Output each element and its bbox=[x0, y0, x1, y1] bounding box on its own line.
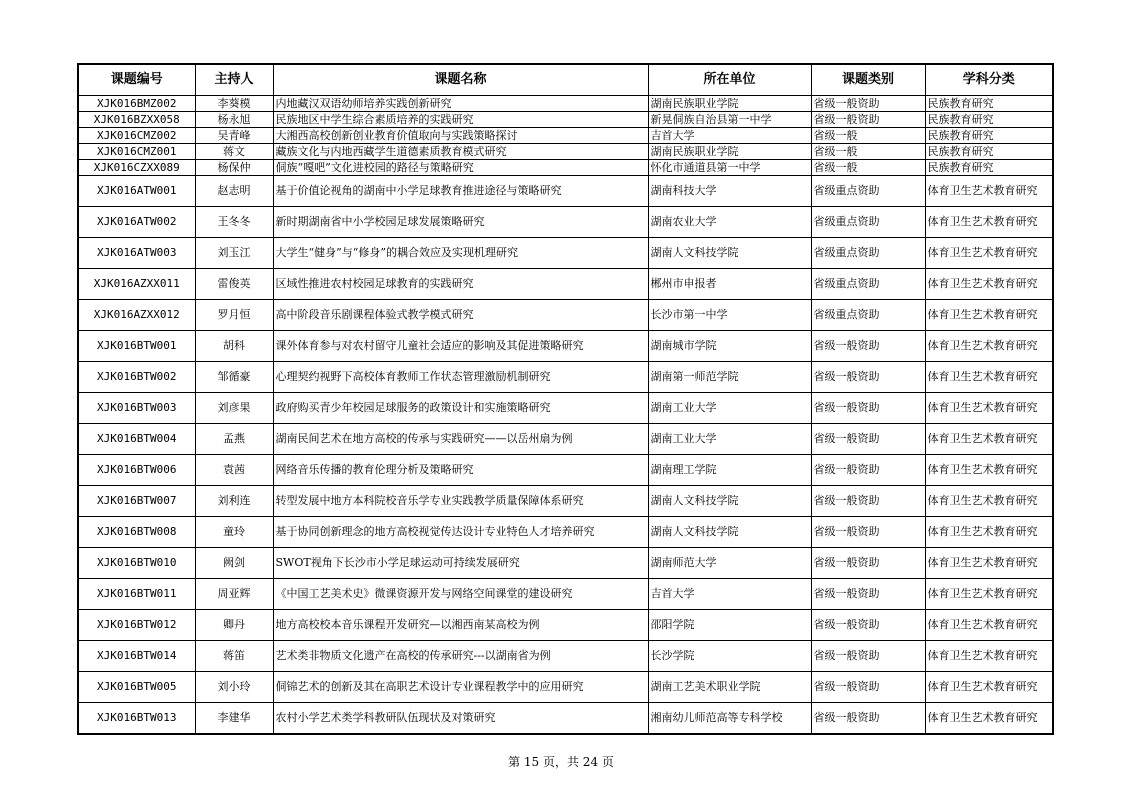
table-row bbox=[78, 393, 1053, 424]
category-cell: 省级一般资助 bbox=[811, 393, 925, 424]
host-cell: 雷俊英 bbox=[195, 269, 273, 300]
unit-cell: 湖南民族职业学院 bbox=[648, 144, 811, 160]
host-cell: 孟燕 bbox=[195, 424, 273, 455]
unit-cell: 长沙市第一中学 bbox=[648, 300, 811, 331]
table-row bbox=[78, 160, 1053, 176]
host-cell: 卿丹 bbox=[195, 610, 273, 641]
discipline-cell: 体育卫生艺术教育研究 bbox=[925, 672, 1053, 703]
table-row bbox=[78, 144, 1053, 160]
discipline-cell: 民族教育研究 bbox=[925, 112, 1053, 128]
discipline-cell: 体育卫生艺术教育研究 bbox=[925, 455, 1053, 486]
project-code-cell: XJK016AZXX011 bbox=[78, 269, 195, 300]
project-code-cell: XJK016CZXX089 bbox=[78, 160, 195, 176]
table-row bbox=[78, 486, 1053, 517]
table-row bbox=[78, 424, 1053, 455]
category-cell: 省级重点资助 bbox=[811, 300, 925, 331]
category-cell: 省级重点资助 bbox=[811, 176, 925, 207]
project-code-cell: XJK016BZXX058 bbox=[78, 112, 195, 128]
discipline-cell: 体育卫生艺术教育研究 bbox=[925, 176, 1053, 207]
unit-cell: 吉首大学 bbox=[648, 128, 811, 144]
project-code-cell: XJK016BTW006 bbox=[78, 455, 195, 486]
project-name-cell: 侗锦艺术的创新及其在高职艺术设计专业课程教学中的应用研究 bbox=[273, 672, 648, 703]
project-code-cell: XJK016CMZ002 bbox=[78, 128, 195, 144]
project-name-cell: 基于协同创新理念的地方高校视觉传达设计专业特色人才培养研究 bbox=[273, 517, 648, 548]
table-row bbox=[78, 331, 1053, 362]
table-row bbox=[78, 269, 1053, 300]
discipline-cell: 体育卫生艺术教育研究 bbox=[925, 362, 1053, 393]
host-cell: 王冬冬 bbox=[195, 207, 273, 238]
discipline-cell: 体育卫生艺术教育研究 bbox=[925, 517, 1053, 548]
unit-cell: 湖南工艺美术职业学院 bbox=[648, 672, 811, 703]
table-row bbox=[78, 362, 1053, 393]
discipline-cell: 民族教育研究 bbox=[925, 144, 1053, 160]
project-name-cell: 侗族“嘎吧”文化进校园的路径与策略研究 bbox=[273, 160, 648, 176]
discipline-cell: 体育卫生艺术教育研究 bbox=[925, 641, 1053, 672]
host-cell: 袁茜 bbox=[195, 455, 273, 486]
discipline-cell: 体育卫生艺术教育研究 bbox=[925, 486, 1053, 517]
project-code-cell: XJK016BMZ002 bbox=[78, 96, 195, 112]
category-cell: 省级重点资助 bbox=[811, 238, 925, 269]
category-cell: 省级一般资助 bbox=[811, 579, 925, 610]
unit-cell: 新晃侗族自治县第一中学 bbox=[648, 112, 811, 128]
table-row bbox=[78, 176, 1053, 207]
project-name-cell: SWOT视角下长沙市小学足球运动可持续发展研究 bbox=[273, 548, 648, 579]
project-code-cell: XJK016BTW004 bbox=[78, 424, 195, 455]
unit-cell: 湖南第一师范学院 bbox=[648, 362, 811, 393]
category-cell: 省级一般资助 bbox=[811, 424, 925, 455]
host-cell: 罗月恒 bbox=[195, 300, 273, 331]
project-name-cell: 网络音乐传播的教育伦理分析及策略研究 bbox=[273, 455, 648, 486]
project-name-cell: 民族地区中学生综合素质培养的实践研究 bbox=[273, 112, 648, 128]
category-cell: 省级一般资助 bbox=[811, 455, 925, 486]
host-cell: 李葵模 bbox=[195, 96, 273, 112]
table-row bbox=[78, 455, 1053, 486]
host-cell: 童玲 bbox=[195, 517, 273, 548]
project-code-cell: XJK016BTW005 bbox=[78, 672, 195, 703]
project-code-cell: XJK016BTW011 bbox=[78, 579, 195, 610]
unit-cell: 湘南幼儿师范高等专科学校 bbox=[648, 703, 811, 735]
host-cell: 刘利连 bbox=[195, 486, 273, 517]
discipline-cell: 体育卫生艺术教育研究 bbox=[925, 548, 1053, 579]
header-project-code: 课题编号 bbox=[78, 64, 195, 96]
table-row bbox=[78, 300, 1053, 331]
discipline-cell: 体育卫生艺术教育研究 bbox=[925, 393, 1053, 424]
table-row bbox=[78, 112, 1053, 128]
host-cell: 李建华 bbox=[195, 703, 273, 735]
category-cell: 省级一般资助 bbox=[811, 331, 925, 362]
unit-cell: 长沙学院 bbox=[648, 641, 811, 672]
category-cell: 省级重点资助 bbox=[811, 269, 925, 300]
project-name-cell: 新时期湖南省中小学校园足球发展策略研究 bbox=[273, 207, 648, 238]
category-cell: 省级一般资助 bbox=[811, 517, 925, 548]
table-row bbox=[78, 672, 1053, 703]
category-cell: 省级一般 bbox=[811, 144, 925, 160]
project-name-cell: 地方高校校本音乐课程开发研究—以湘西南某高校为例 bbox=[273, 610, 648, 641]
discipline-cell: 体育卫生艺术教育研究 bbox=[925, 331, 1053, 362]
project-name-cell: 课外体育参与对农村留守儿童社会适应的影响及其促进策略研究 bbox=[273, 331, 648, 362]
unit-cell: 湖南民族职业学院 bbox=[648, 96, 811, 112]
discipline-cell: 体育卫生艺术教育研究 bbox=[925, 207, 1053, 238]
table-row bbox=[78, 579, 1053, 610]
unit-cell: 湖南科技大学 bbox=[648, 176, 811, 207]
host-cell: 刘彦果 bbox=[195, 393, 273, 424]
host-cell: 周亚辉 bbox=[195, 579, 273, 610]
project-code-cell: XJK016BTW001 bbox=[78, 331, 195, 362]
page-footer: 第 15 页，共 24 页 bbox=[508, 755, 614, 769]
header-host: 主持人 bbox=[195, 64, 273, 96]
project-name-cell: 高中阶段音乐剧课程体验式教学模式研究 bbox=[273, 300, 648, 331]
project-name-cell: 《中国工艺美术史》微课资源开发与网络空间课堂的建设研究 bbox=[273, 579, 648, 610]
unit-cell: 湖南师范大学 bbox=[648, 548, 811, 579]
discipline-cell: 体育卫生艺术教育研究 bbox=[925, 269, 1053, 300]
header-discipline: 学科分类 bbox=[925, 64, 1053, 96]
project-name-cell: 湖南民间艺术在地方高校的传承与实践研究——以岳州扇为例 bbox=[273, 424, 648, 455]
project-name-cell: 大学生“健身”与“修身”的耦合效应及实现机理研究 bbox=[273, 238, 648, 269]
unit-cell: 湖南工业大学 bbox=[648, 393, 811, 424]
host-cell: 杨永旭 bbox=[195, 112, 273, 128]
host-cell: 吴青峰 bbox=[195, 128, 273, 144]
category-cell: 省级一般资助 bbox=[811, 703, 925, 735]
project-code-cell: XJK016ATW002 bbox=[78, 207, 195, 238]
category-cell: 省级一般资助 bbox=[811, 486, 925, 517]
project-name-cell: 内地藏汉双语幼师培养实践创新研究 bbox=[273, 96, 648, 112]
project-code-cell: XJK016BTW010 bbox=[78, 548, 195, 579]
category-cell: 省级一般资助 bbox=[811, 641, 925, 672]
discipline-cell: 民族教育研究 bbox=[925, 96, 1053, 112]
table-row bbox=[78, 238, 1053, 269]
host-cell: 邹循豪 bbox=[195, 362, 273, 393]
project-name-cell: 藏族文化与内地西藏学生道德素质教育模式研究 bbox=[273, 144, 648, 160]
unit-cell: 邵阳学院 bbox=[648, 610, 811, 641]
discipline-cell: 民族教育研究 bbox=[925, 160, 1053, 176]
host-cell: 杨保仲 bbox=[195, 160, 273, 176]
discipline-cell: 民族教育研究 bbox=[925, 128, 1053, 144]
table-row bbox=[78, 641, 1053, 672]
project-name-cell: 政府购买青少年校园足球服务的政策设计和实施策略研究 bbox=[273, 393, 648, 424]
project-name-cell: 区域性推进农村校园足球教育的实践研究 bbox=[273, 269, 648, 300]
project-table bbox=[77, 63, 1054, 735]
project-code-cell: XJK016ATW003 bbox=[78, 238, 195, 269]
table-row bbox=[78, 207, 1053, 238]
category-cell: 省级一般资助 bbox=[811, 672, 925, 703]
project-code-cell: XJK016AZXX012 bbox=[78, 300, 195, 331]
host-cell: 阙剑 bbox=[195, 548, 273, 579]
table-header-row bbox=[78, 64, 1053, 96]
category-cell: 省级一般 bbox=[811, 128, 925, 144]
category-cell: 省级重点资助 bbox=[811, 207, 925, 238]
project-name-cell: 基于价值论视角的湖南中小学足球教育推进途径与策略研究 bbox=[273, 176, 648, 207]
project-name-cell: 心理契约视野下高校体育教师工作状态管理激励机制研究 bbox=[273, 362, 648, 393]
category-cell: 省级一般资助 bbox=[811, 112, 925, 128]
category-cell: 省级一般资助 bbox=[811, 548, 925, 579]
table-row bbox=[78, 548, 1053, 579]
project-code-cell: XJK016CMZ001 bbox=[78, 144, 195, 160]
project-code-cell: XJK016ATW001 bbox=[78, 176, 195, 207]
host-cell: 胡科 bbox=[195, 331, 273, 362]
table-row bbox=[78, 610, 1053, 641]
table-row bbox=[78, 517, 1053, 548]
unit-cell: 湖南人文科技学院 bbox=[648, 517, 811, 548]
project-code-cell: XJK016BTW008 bbox=[78, 517, 195, 548]
unit-cell: 郴州市申报者 bbox=[648, 269, 811, 300]
host-cell: 刘玉江 bbox=[195, 238, 273, 269]
category-cell: 省级一般资助 bbox=[811, 96, 925, 112]
unit-cell: 湖南农业大学 bbox=[648, 207, 811, 238]
unit-cell: 吉首大学 bbox=[648, 579, 811, 610]
project-code-cell: XJK016BTW012 bbox=[78, 610, 195, 641]
table-row bbox=[78, 703, 1053, 735]
unit-cell: 湖南工业大学 bbox=[648, 424, 811, 455]
header-unit: 所在单位 bbox=[648, 64, 811, 96]
unit-cell: 怀化市通道县第一中学 bbox=[648, 160, 811, 176]
project-code-cell: XJK016BTW014 bbox=[78, 641, 195, 672]
unit-cell: 湖南城市学院 bbox=[648, 331, 811, 362]
discipline-cell: 体育卫生艺术教育研究 bbox=[925, 579, 1053, 610]
project-name-cell: 农村小学艺术类学科教研队伍现状及对策研究 bbox=[273, 703, 648, 735]
host-cell: 蒋笛 bbox=[195, 641, 273, 672]
project-code-cell: XJK016BTW003 bbox=[78, 393, 195, 424]
table-row bbox=[78, 128, 1053, 144]
project-code-cell: XJK016BTW002 bbox=[78, 362, 195, 393]
header-project-name: 课题名称 bbox=[273, 64, 648, 96]
project-name-cell: 转型发展中地方本科院校音乐学专业实践教学质量保障体系研究 bbox=[273, 486, 648, 517]
category-cell: 省级一般资助 bbox=[811, 362, 925, 393]
table-row bbox=[78, 96, 1053, 112]
project-name-cell: 大湘西高校创新创业教育价值取向与实践策略探讨 bbox=[273, 128, 648, 144]
header-category: 课题类别 bbox=[811, 64, 925, 96]
category-cell: 省级一般 bbox=[811, 160, 925, 176]
host-cell: 赵志明 bbox=[195, 176, 273, 207]
discipline-cell: 体育卫生艺术教育研究 bbox=[925, 610, 1053, 641]
project-table-container bbox=[77, 63, 1054, 735]
host-cell: 刘小玲 bbox=[195, 672, 273, 703]
host-cell: 蒋文 bbox=[195, 144, 273, 160]
project-code-cell: XJK016BTW013 bbox=[78, 703, 195, 735]
unit-cell: 湖南人文科技学院 bbox=[648, 486, 811, 517]
project-code-cell: XJK016BTW007 bbox=[78, 486, 195, 517]
discipline-cell: 体育卫生艺术教育研究 bbox=[925, 300, 1053, 331]
category-cell: 省级一般资助 bbox=[811, 610, 925, 641]
discipline-cell: 体育卫生艺术教育研究 bbox=[925, 703, 1053, 735]
unit-cell: 湖南人文科技学院 bbox=[648, 238, 811, 269]
unit-cell: 湖南理工学院 bbox=[648, 455, 811, 486]
discipline-cell: 体育卫生艺术教育研究 bbox=[925, 238, 1053, 269]
project-name-cell: 艺术类非物质文化遗产在高校的传承研究---以湖南省为例 bbox=[273, 641, 648, 672]
discipline-cell: 体育卫生艺术教育研究 bbox=[925, 424, 1053, 455]
